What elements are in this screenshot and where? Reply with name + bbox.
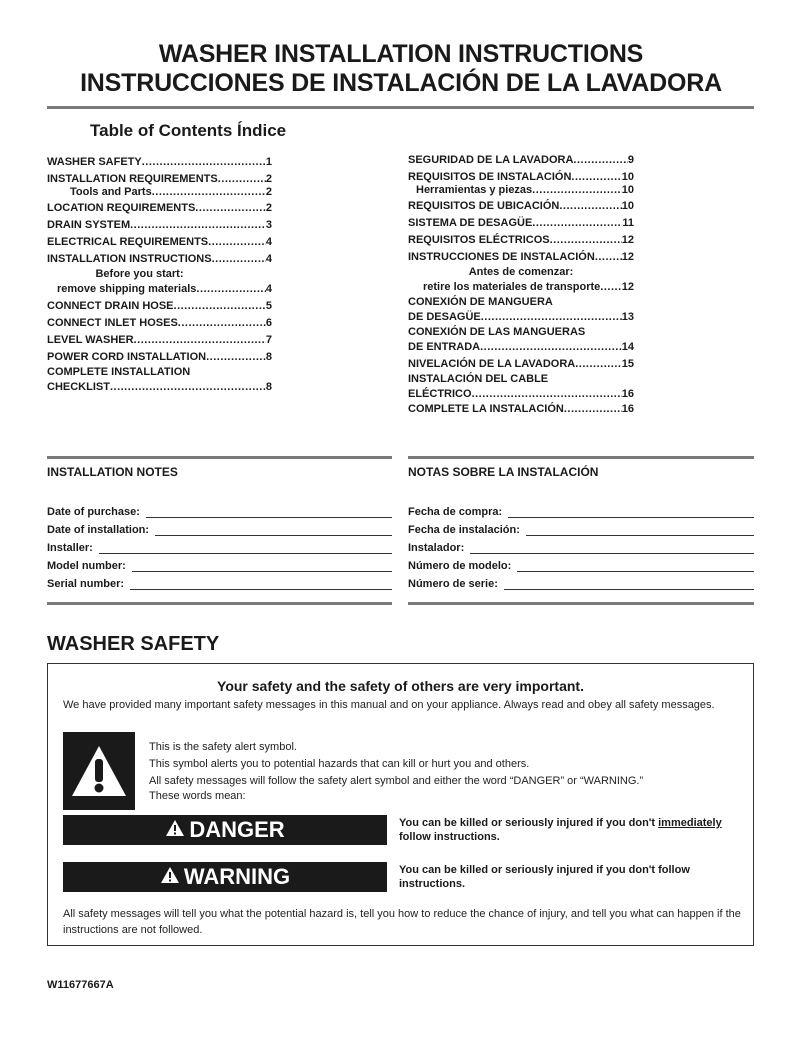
toc-entry[interactable] [47,268,272,281]
toc-entry-page: 10 [621,200,634,212]
dot-leader [208,234,266,251]
toc-entry-label: CONNECT INLET HOSES [47,317,178,329]
notes-heading-es: NOTAS SOBRE LA INSTALACIÓN [408,465,599,479]
field-label: Serial number: [47,578,125,590]
toc-entry-label: DE ENTRADA [408,341,481,353]
toc-entry-page: 13 [621,311,634,323]
toc-heading: Table of Contents Índice [90,121,287,140]
toc-entry-page: 12 [621,281,634,293]
toc-entry-label: Herramientas y piezas [416,184,533,196]
symbol-line: This is the safety alert symbol. [149,741,297,753]
toc-entry-label: INSTRUCCIONES DE INSTALACIÓN [408,251,595,263]
notes-bottom-rule-right [408,602,754,605]
title-es: INSTRUCCIONES DE INSTALACIÓN DE LA LAVADORA [80,69,722,97]
toc-entry-label: INSTALLATION INSTRUCTIONS [47,253,212,265]
toc-entry-label: CHECKLIST [47,381,110,393]
toc-entry-page: 2 [265,173,272,185]
dot-leader [196,281,265,298]
field-label: Número de modelo: [408,560,512,572]
safety-alert-symbol-icon [63,732,135,810]
toc-entry-label: Tools and Parts [70,186,152,198]
toc-entry[interactable] [47,366,272,379]
symbol-line: These words mean: [149,790,246,802]
toc-entry-page: 8 [265,351,272,363]
toc-entry-page: 4 [265,236,272,248]
danger-text-emphasis: immediately [658,817,722,829]
dot-leader [573,152,627,169]
alert-triangle-icon [160,864,180,890]
dot-leader [110,379,266,396]
toc-entry-label: DRAIN SYSTEM [47,219,131,231]
dot-leader [532,215,622,232]
dot-leader [532,184,622,196]
field-blank-line[interactable] [470,542,754,554]
install-note-field[interactable] [47,554,392,572]
toc-entry-label: Antes de comenzar: [468,266,574,278]
notes-fields-es [408,500,754,590]
notes-bottom-rule-left [47,602,392,605]
toc-entry-label: REQUISITOS DE INSTALACIÓN [408,171,572,183]
toc-entry[interactable] [408,403,634,416]
field-blank-line[interactable] [517,560,754,572]
dot-leader [206,349,266,366]
safety-intro: We have provided many important safety messages in this manual and on your appliance. Always read and obey all safety messages. [63,699,715,711]
toc-entry[interactable] [47,379,272,396]
document-number: W11677667A [47,979,114,991]
toc-entry[interactable] [408,215,634,232]
notes-rule-left [47,456,392,459]
notes-heading-en: INSTALLATION NOTES [47,465,178,479]
toc-entry[interactable] [408,326,634,339]
dot-leader [480,339,622,356]
toc-entry[interactable] [408,184,634,198]
toc-entry[interactable] [47,315,272,332]
dot-leader [600,279,621,296]
toc-entry-label: POWER CORD INSTALLATION [47,351,207,363]
safety-symbol-text [149,739,749,802]
toc-entry[interactable] [408,232,634,249]
toc-entry-label: NIVELACIÓN DE LA LAVADORA [408,358,576,370]
dot-leader [472,386,622,403]
danger-text [399,816,749,844]
toc-entry[interactable] [408,309,634,326]
field-label: Date of installation: [47,524,150,536]
toc-entry[interactable] [408,152,634,169]
washer-safety-heading: WASHER SAFETY [47,633,220,655]
toc-entry-label: CONEXIÓN DE LAS MANGUERAS [408,326,586,338]
symbol-line: This symbol alerts you to potential hazards that can kill or hurt you and others. [149,758,530,770]
toc-entry-label: LOCATION REQUIREMENTS [47,202,196,214]
toc-entry-label: retire los materiales de transporte [423,281,601,293]
danger-label: DANGER [189,817,285,842]
field-blank-line[interactable] [132,560,392,572]
toc-entry-page: 1 [265,156,272,168]
toc-entry-label: COMPLETE INSTALLATION [47,366,191,378]
toc-entry[interactable] [408,386,634,403]
toc-entry[interactable] [47,154,272,171]
toc-entry-label: ELÉCTRICO [408,388,472,400]
toc-entry-page: 10 [621,171,634,183]
toc-entry[interactable] [408,356,634,373]
document-title [0,40,802,98]
toc-entry-label: COMPLETE LA INSTALACIÓN [408,403,564,415]
install-note-field[interactable] [408,518,754,536]
safety-box-title: Your safety and the safety of others are very important. [217,678,584,694]
toc-entry-page: 12 [621,251,634,263]
field-label: Instalador: [408,542,465,554]
toc-entry-page: 8 [265,381,272,393]
toc-entry-page: 7 [265,334,272,346]
alert-triangle-icon [165,817,185,843]
toc-english [47,154,272,396]
toc-entry-page: 16 [621,403,634,415]
field-label: Installer: [47,542,93,554]
toc-entry-label: INSTALLATION REQUIREMENTS [47,173,218,185]
toc-entry[interactable] [47,234,272,251]
toc-entry-page: 11 [622,217,634,229]
toc-entry-label: SISTEMA DE DESAGÜE [408,217,533,229]
warning-label: WARNING [183,864,291,889]
field-blank-line[interactable] [155,524,392,536]
toc-entry-page: 6 [265,317,272,329]
toc-entry-label: CONEXIÓN DE MANGUERA [408,296,553,308]
dot-leader [178,315,266,332]
symbol-line: All safety messages will follow the safety alert symbol and either the word “DANGER” or “WARNING.” [149,775,644,787]
toc-entry[interactable] [408,373,634,386]
dot-leader [564,403,622,416]
warning-text: You can be killed or seriously injured if you don't follow instructions. [399,864,690,890]
safety-footer-text: All safety messages will tell you what the potential hazard is, tell you how to reduce the chance of injury, and tell you what can happen if the instructions are not followed. [63,908,741,936]
dot-leader [134,332,266,349]
toc-entry[interactable] [408,266,634,279]
toc-spanish [408,152,634,416]
dot-leader [195,200,266,217]
install-note-field[interactable] [47,572,392,590]
toc-entry-page: 4 [265,253,272,265]
toc-entry-page: 12 [621,234,634,246]
field-blank-line[interactable] [504,578,754,590]
toc-entry-label: Before you start: [95,268,184,280]
toc-entry[interactable] [408,296,634,309]
toc-entry[interactable] [47,200,272,217]
toc-entry-label: REQUISITOS ELÉCTRICOS [408,234,550,246]
toc-entry[interactable] [408,198,634,215]
toc-entry-label: LEVEL WASHER [47,334,134,346]
danger-text-b: follow instructions. [399,831,500,843]
dot-leader [595,249,622,266]
toc-entry-label: SEGURIDAD DE LA LAVADORA [408,154,574,166]
toc-entry-page: 5 [265,300,272,312]
dot-leader [550,232,622,249]
toc-entry[interactable] [47,298,272,315]
install-note-field[interactable] [47,536,392,554]
notes-fields-en [47,500,392,590]
toc-entry-label: INSTALACIÓN DEL CABLE [408,373,549,385]
install-note-field[interactable] [47,518,392,536]
field-label: Número de serie: [408,578,498,590]
toc-entry-label: REQUISITOS DE UBICACIÓN [408,200,560,212]
danger-text-a: You can be killed or seriously injured if you don't [399,817,659,829]
toc-entry[interactable] [47,251,272,268]
toc-entry-page: 4 [265,283,272,295]
toc-entry[interactable] [47,186,272,200]
toc-entry-page: 16 [621,388,634,400]
field-label: Model number: [47,560,126,572]
toc-entry-label: DE DESAGÜE [408,311,481,323]
field-blank-line[interactable] [526,524,754,536]
dot-leader [575,356,622,373]
toc-entry-page: 15 [621,358,634,370]
notes-rule-right [408,456,754,459]
toc-entry-page: 3 [265,219,272,231]
toc-entry[interactable] [408,249,634,266]
toc-entry-label: WASHER SAFETY [47,156,142,168]
toc-entry-label: remove shipping materials [57,283,197,295]
toc-entry[interactable] [408,279,634,296]
install-note-field[interactable] [408,500,754,518]
danger-banner [63,815,387,845]
field-label: Fecha de compra: [408,506,503,518]
install-note-field[interactable] [408,572,754,590]
toc-entry[interactable] [408,339,634,356]
title-rule [47,106,754,109]
title-en: WASHER INSTALLATION INSTRUCTIONS [158,40,644,68]
toc-entry[interactable] [47,281,272,298]
warning-banner [63,862,387,892]
dot-leader [174,298,266,315]
field-blank-line[interactable] [508,506,754,518]
safety-box [47,663,754,946]
dot-leader [152,186,266,198]
toc-entry-page: 14 [621,341,634,353]
toc-entry[interactable] [47,349,272,366]
dot-leader [212,251,266,268]
field-blank-line[interactable] [99,542,392,554]
field-blank-line[interactable] [146,506,392,518]
toc-entry-label: CONNECT DRAIN HOSE [47,300,174,312]
dot-leader [142,154,266,171]
toc-entry-page: 2 [265,202,272,214]
toc-entry-label: ELECTRICAL REQUIREMENTS [47,236,209,248]
field-blank-line[interactable] [130,578,392,590]
toc-entry[interactable] [47,217,272,234]
field-label: Fecha de instalación: [408,524,520,536]
toc-entry-page: 9 [627,154,634,166]
dot-leader [130,217,266,234]
dot-leader [559,198,621,215]
toc-entry-page: 10 [621,184,634,196]
toc-entry-page: 2 [265,186,272,198]
install-note-field[interactable] [408,554,754,572]
install-note-field[interactable] [47,500,392,518]
field-label: Date of purchase: [47,506,140,518]
toc-entry[interactable] [47,332,272,349]
install-note-field[interactable] [408,536,754,554]
dot-leader [481,309,622,326]
